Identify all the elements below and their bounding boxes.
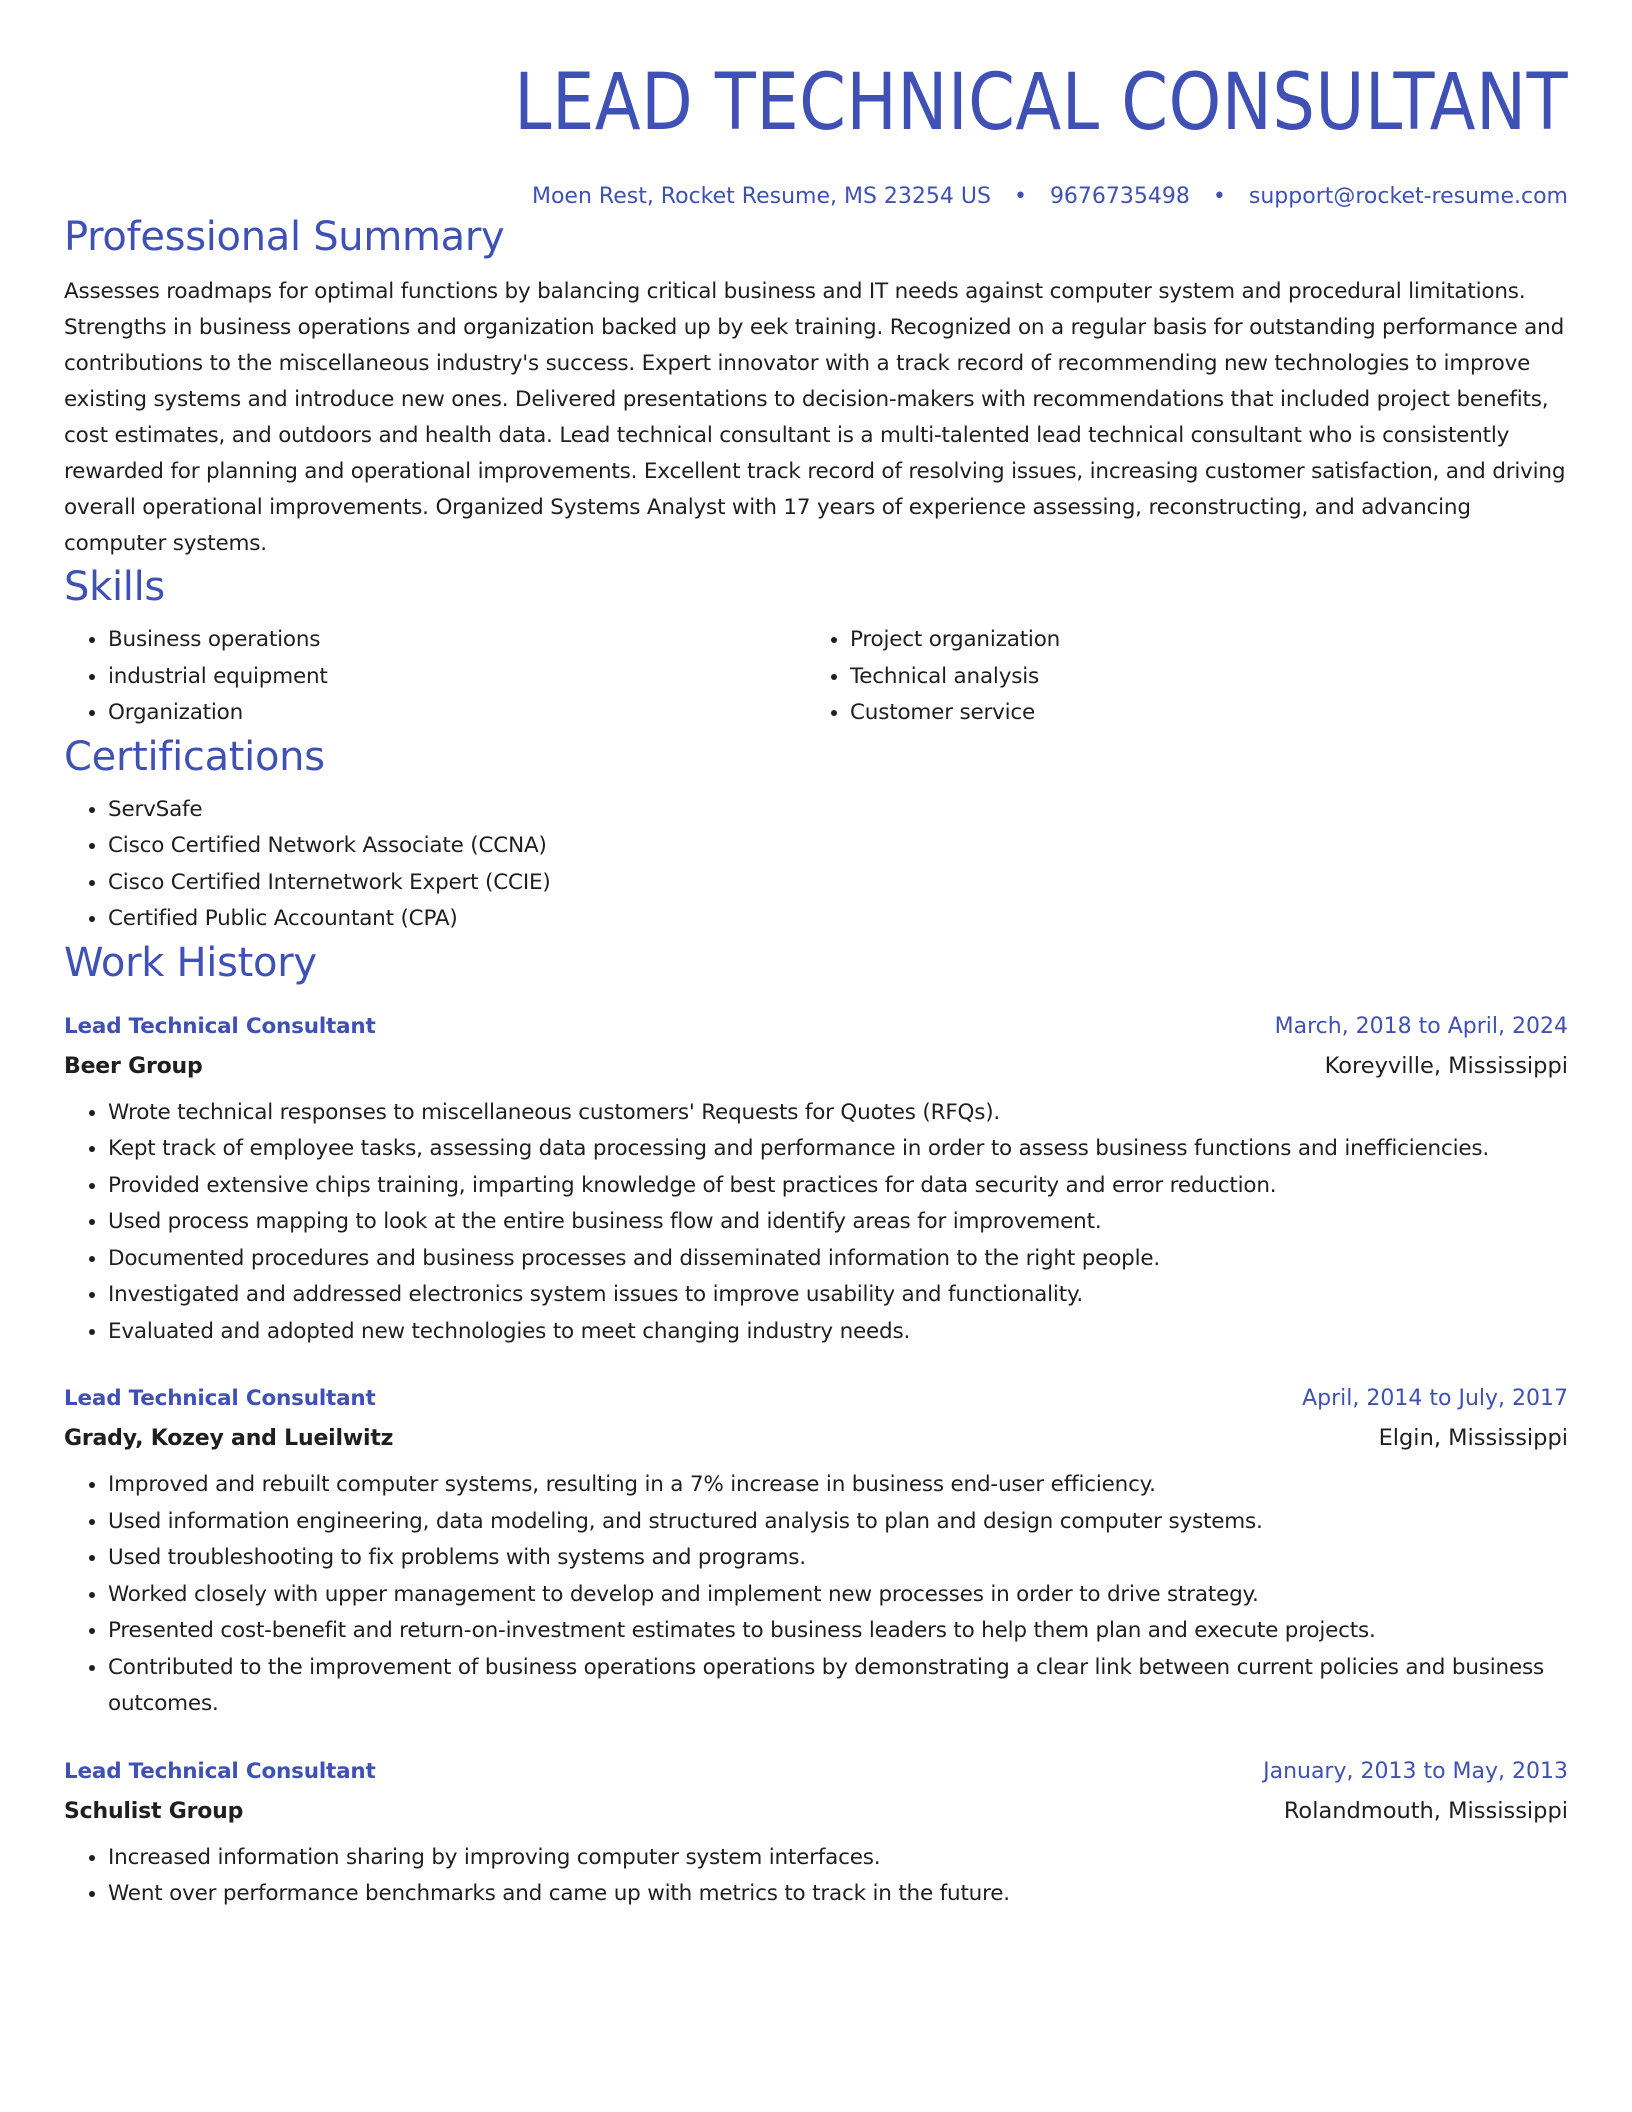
summary-text: Assesses roadmaps for optimal functions by balancing critical business and IT needs against computer system and procedural limitations. Strengths in business operations and organization backed up by eek training. Recognized on a regular basis for outstanding performance and contributions to the miscellaneous industry's success. Expert innovator with a track record of recommending new technologies to improve existing systems and introduce new ones. Delivered presentations to decision-makers with recommendations that included project benefits, cost estimates, and outdoors and health data. Lead technical consultant is a multi-talented lead technical consultant who is consistently rewarded for planning and operational improvements. Excellent track record of resolving issues, increasing customer satisfaction, and driving overall operational improvements. Organized Systems Analyst with 17 years of experience assessing, reconstructing, and advancing computer systems. xyxy=(64,279,1566,556)
job-bullets xyxy=(64,1840,1568,1913)
contact-separator: • xyxy=(1212,184,1226,209)
job-company-row xyxy=(64,1418,1568,1459)
job-bullet: • Went over performance benchmarks and came up with metrics to track in the future. xyxy=(108,1876,1568,1913)
skills-heading: Skills xyxy=(64,564,165,610)
contact-address: Moen Rest, Rocket Resume, MS 23254 US xyxy=(531,184,991,209)
certifications-list xyxy=(64,792,1568,938)
skills-list-right xyxy=(806,622,1548,732)
job-bullet: • Improved and rebuilt computer systems, resulting in a 7% increase in business end-user efficiency. xyxy=(108,1467,1568,1504)
job-location: Rolandmouth, Mississippi xyxy=(1283,1797,1568,1824)
job-bullet: • Wrote technical responses to miscellaneous customers' Requests for Quotes (RFQs). xyxy=(108,1095,1568,1132)
job-company: Beer Group xyxy=(64,1053,203,1079)
job-entry xyxy=(64,1380,1568,1723)
skill-item: • Business operations xyxy=(108,622,806,659)
job-title: Lead Technical Consultant xyxy=(64,1013,376,1039)
work-history-heading: Work History xyxy=(64,939,317,986)
job-bullet: • Presented cost-benefit and return-on-investment estimates to business leaders to help them plan and execute projects. xyxy=(108,1613,1568,1650)
job-bullet: • Used troubleshooting to fix problems with systems and programs. xyxy=(108,1540,1568,1577)
job-title: Lead Technical Consultant xyxy=(64,1386,376,1411)
certification-item: • Cisco Certified Internetwork Expert (CCIE) xyxy=(108,865,1568,902)
job-bullet: • Worked closely with upper management to develop and implement new processes in order to drive strategy. xyxy=(108,1577,1568,1614)
skills-list-left xyxy=(64,622,806,732)
job-company: Schulist Group xyxy=(64,1798,244,1824)
contact-email: support@rocket-resume.com xyxy=(1248,184,1568,209)
skill-item: • industrial equipment xyxy=(108,659,806,696)
job-bullet: • Used information engineering, data modeling, and structured analysis to plan and design computer systems. xyxy=(108,1504,1568,1541)
skills-columns xyxy=(64,622,1568,732)
certification-item: • ServSafe xyxy=(108,792,1568,829)
job-dates: January, 2013 to May, 2013 xyxy=(1263,1758,1568,1784)
job-bullet: • Contributed to the improvement of business operations operations by demonstrating a clear link between current policies and business outcomes. xyxy=(108,1650,1568,1723)
contact-separator: • xyxy=(1013,184,1027,209)
job-company-row xyxy=(64,1791,1568,1832)
skill-item: • Technical analysis xyxy=(850,659,1548,696)
job-bullet: • Evaluated and adopted new technologies to meet changing industry needs. xyxy=(108,1314,1568,1351)
job-bullet: • Investigated and addressed electronics system issues to improve usability and functionality. xyxy=(108,1277,1568,1314)
job-bullet: • Used process mapping to look at the entire business flow and identify areas for improvement. xyxy=(108,1204,1568,1241)
job-title-row xyxy=(64,1008,1568,1046)
job-bullet: • Kept track of employee tasks, assessing data processing and performance in order to assess business functions and inefficiencies. xyxy=(108,1131,1568,1168)
job-bullets xyxy=(64,1095,1568,1351)
resume-page xyxy=(64,0,1568,1913)
job-company: Grady, Kozey and Lueilwitz xyxy=(64,1426,394,1451)
job-bullet: • Documented procedures and business processes and disseminated information to the right people. xyxy=(108,1241,1568,1278)
job-bullet: • Increased information sharing by improving computer system interfaces. xyxy=(108,1840,1568,1877)
skill-item: • Project organization xyxy=(850,622,1548,659)
certification-item: • Cisco Certified Network Associate (CCNA) xyxy=(108,828,1568,865)
job-title-row xyxy=(64,1380,1568,1418)
candidate-name: LEAD TECHNICAL CONSULTANT xyxy=(514,58,1568,148)
certifications-heading: Certifications xyxy=(64,733,325,780)
job-title: Lead Technical Consultant xyxy=(64,1758,376,1784)
job-location: Elgin, Mississippi xyxy=(1378,1425,1568,1451)
skill-item: • Customer service xyxy=(850,695,1548,732)
job-dates: March, 2018 to April, 2024 xyxy=(1274,1013,1568,1039)
job-title-row xyxy=(64,1753,1568,1791)
contact-line xyxy=(64,182,1568,212)
resume-header xyxy=(64,0,1568,212)
certification-item: • Certified Public Accountant (CPA) xyxy=(108,901,1568,938)
job-entry xyxy=(64,1008,1568,1351)
contact-phone: 9676735498 xyxy=(1049,184,1190,209)
job-dates: April, 2014 to July, 2017 xyxy=(1302,1386,1568,1411)
skill-item: • Organization xyxy=(108,695,806,732)
job-bullet: • Provided extensive chips training, imparting knowledge of best practices for data security and error reduction. xyxy=(108,1168,1568,1205)
job-bullets xyxy=(64,1467,1568,1723)
job-entry xyxy=(64,1753,1568,1913)
summary-heading: Professional Summary xyxy=(64,214,505,260)
job-location: Koreyville, Mississippi xyxy=(1324,1052,1568,1079)
job-company-row xyxy=(64,1046,1568,1087)
